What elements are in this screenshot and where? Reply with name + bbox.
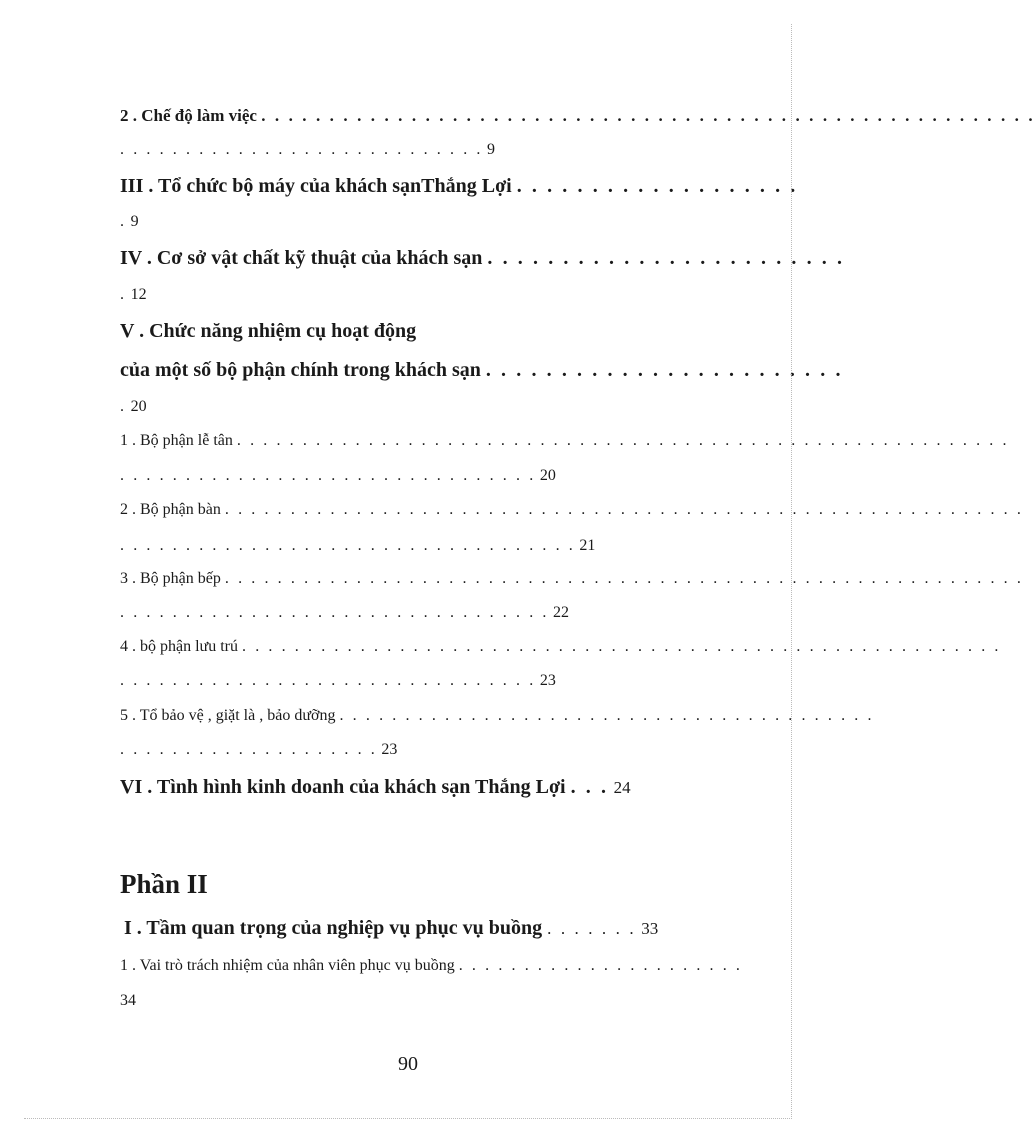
toc-leader-dots: . . . . . . . . . . . . . . . . . . . . . . xyxy=(458,957,743,974)
toc-leader-dots: . . . . . . . . . . . . . . . . . . . . . . . . . . . . . . . . . . . . . . . . . . . . . . . . . . . . . . . . . xyxy=(261,106,1035,125)
toc-entry-continuation xyxy=(120,742,696,758)
toc-page-ref: 9 xyxy=(130,213,139,230)
toc-entry-continuation xyxy=(120,605,696,621)
toc-entry-continuation xyxy=(120,142,696,158)
toc-leader-dots: . . . . . . . . . . . . . . . . . . . . . . . . . . . . . . . . . . . . . . . . . . . . . . . . . . . . . . . . . . . xyxy=(236,432,1010,449)
toc-leader-dots: . . . . . . . . . . . . . . . . . . . . . . . . . . . . . . . . . . . xyxy=(120,537,576,554)
section-heading: Phần II xyxy=(120,869,208,899)
toc-leader-dots: . . . . . . . . . . . . . . . . . . . . . . . . . . . . . . . . . xyxy=(120,604,549,621)
toc-entry-text: 5 . Tổ bảo vệ , giặt là , bảo dưỡng xyxy=(120,707,336,724)
toc-leader-dots: . . . . . . . . . . . . . . . . . . . . . . . . . . . . . . . . xyxy=(120,672,536,689)
toc-entry-text: 1 . Bộ phận lễ tân xyxy=(120,432,233,449)
toc-entry-text: 1 . Vai trò trách nhiệm của nhân viên phục vụ buồng xyxy=(120,957,455,974)
toc-page-ref: 9 xyxy=(487,141,495,158)
toc-leader-dots: . xyxy=(120,213,127,230)
toc-leader-dots: . . . . . . . xyxy=(547,919,637,938)
toc-entry-text: I . Tầm quan trọng của nghiệp vụ phục vụ buồng xyxy=(124,917,543,939)
page-edge-right xyxy=(791,24,792,1117)
toc-leader-dots: . . . . . . . . . . . . . . . . . . . . . . . . xyxy=(487,247,845,269)
toc-leader-dots: . . . xyxy=(570,776,609,798)
toc-leader-dots: . . . . . . . . . . . . . . . . . . . . . . . . . . . . . . . . . . . . . . . . . . . . . . . . . . . . . . . . . . . . . xyxy=(224,501,1024,518)
toc-entry xyxy=(120,707,875,724)
toc-entry-continuation xyxy=(120,214,696,230)
toc-entry-text: 4 . bộ phận lưu trú xyxy=(120,638,238,655)
toc-entry-text: III . Tổ chức bộ máy của khách sạnThắng Lợi xyxy=(120,175,512,197)
toc-entry-text: của một số bộ phận chính trong khách sạn xyxy=(120,359,481,381)
page-number: 90 xyxy=(398,1053,418,1075)
toc-entry xyxy=(120,175,798,197)
toc-leader-dots: . xyxy=(120,398,127,415)
toc-entry xyxy=(120,570,1024,587)
toc-leader-dots: . . . . . . . . . . . . . . . . . . . . . . . . . . . . . . . . xyxy=(120,467,536,484)
toc-entry-text: 2 . Chế độ làm việc xyxy=(120,106,257,125)
toc-entry-continuation xyxy=(120,399,696,415)
toc-entry-continuation xyxy=(120,468,696,484)
toc-entry xyxy=(120,432,1010,449)
toc-leader-dots: . . . . . . . . . . . . . . . . . . . . . . . . xyxy=(485,359,844,381)
toc-entry-text: V . Chức năng nhiệm cụ hoạt động xyxy=(120,320,417,342)
toc-entry-text: IV . Cơ sở vật chất kỹ thuật của khách sạn xyxy=(120,247,483,269)
toc-page-ref: 21 xyxy=(579,537,596,554)
toc-leader-dots: . . . . . . . . . . . . . . . . . . . . xyxy=(120,741,378,758)
toc-entry xyxy=(120,321,696,341)
toc-entry-continuation xyxy=(120,287,696,303)
toc-entry xyxy=(120,359,844,381)
toc-leader-dots: . xyxy=(120,286,127,303)
toc-entry xyxy=(124,918,700,938)
page-edge-bottom xyxy=(24,1118,792,1119)
toc-page-ref: 34 xyxy=(120,992,136,1009)
toc-page-ref: 20 xyxy=(130,398,147,415)
toc-page-ref: 22 xyxy=(553,604,569,621)
toc-entry xyxy=(120,247,845,269)
toc-leader-dots: . . . . . . . . . . . . . . . . . . . . . . . . . . . . . . . . . . . . . . . . . . . . . . . . . . . . . . . . . . . . . xyxy=(224,570,1024,587)
toc-entry xyxy=(120,957,743,974)
toc-entry xyxy=(120,106,1035,125)
toc-page-ref: 33 xyxy=(641,919,659,938)
toc-leader-dots: . . . . . . . . . . . . . . . . . . . . . . . . . . . . xyxy=(120,141,483,158)
toc-entry-text: 2 . Bộ phận bàn xyxy=(120,501,221,518)
toc-entry-text: VI . Tình hình kinh doanh của khách sạn Thắng Lợi xyxy=(120,776,566,798)
toc-entry-continuation xyxy=(120,993,696,1009)
toc-entry-text: 3 . Bộ phận bếp xyxy=(120,570,221,587)
toc-page-ref: 23 xyxy=(539,672,556,689)
toc-entry xyxy=(120,501,1024,518)
toc-leader-dots: . . . . . . . . . . . . . . . . . . . . . . . . . . . . . . . . . . . . . . . . . . . . . . . . . . . . . . . . . . xyxy=(242,638,1001,655)
toc-entry-continuation xyxy=(120,538,696,554)
toc-page-ref: 20 xyxy=(539,467,556,484)
toc-entry xyxy=(120,638,1001,655)
toc-entry xyxy=(120,777,696,797)
toc-entry-continuation xyxy=(120,673,696,689)
toc-leader-dots: . . . . . . . . . . . . . . . . . . . xyxy=(516,175,798,197)
toc-page-ref: 12 xyxy=(130,286,147,303)
toc-page-ref: 23 xyxy=(381,741,398,758)
toc-page-ref: 24 xyxy=(613,778,631,797)
toc-leader-dots: . . . . . . . . . . . . . . . . . . . . . . . . . . . . . . . . . . . . . . . . . xyxy=(339,707,875,724)
